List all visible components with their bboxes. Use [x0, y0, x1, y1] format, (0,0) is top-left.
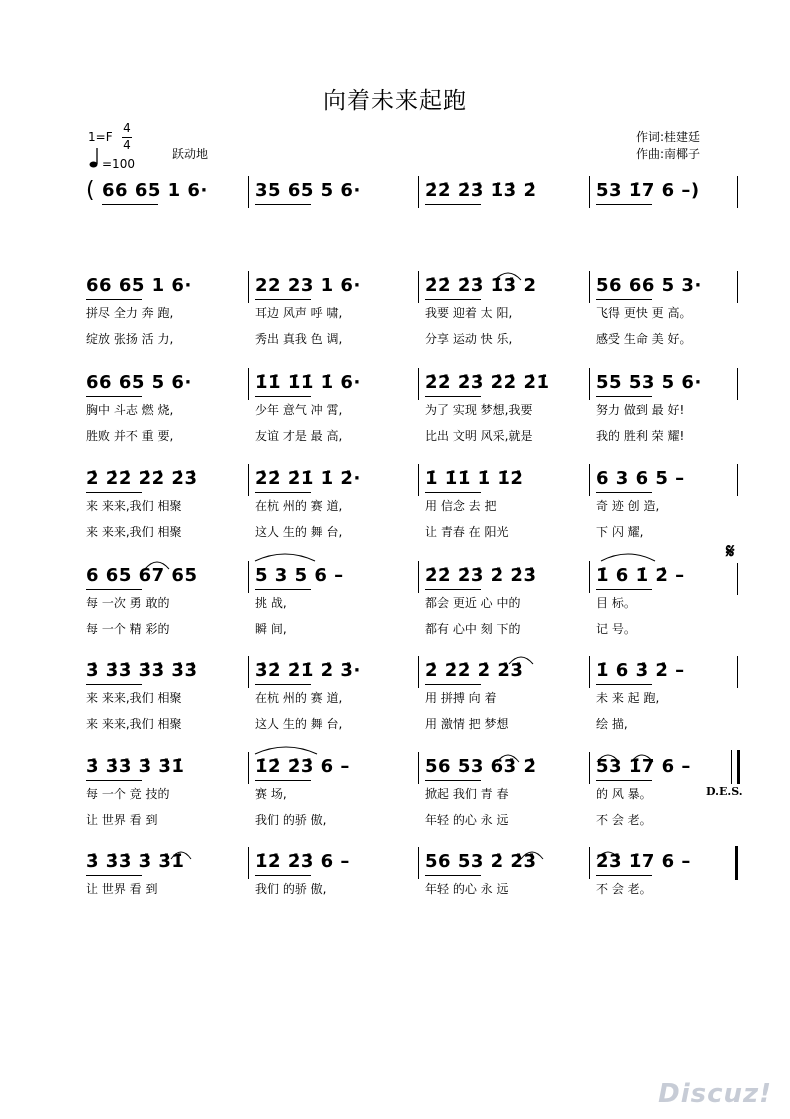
measure-notes: 3̇ 3̇3̇ 3̇3̇ 3̇3̇ [86, 660, 198, 681]
beam-underline [596, 875, 652, 876]
measure-notes: 3̇ 3̇3̇ 3̇ 3̇1̇ [86, 851, 185, 872]
slur [170, 847, 192, 861]
measure-notes: 1̇2̇ 2̇3̇ 6 – [255, 851, 350, 872]
beam-underline [596, 204, 652, 205]
beam-underline [596, 589, 652, 590]
measure-notes: 1̇ 6 1̇ 2̇ – [596, 565, 685, 586]
bar-line [418, 561, 419, 593]
lyric-verse-2: 胜败 并不 重 要, [86, 429, 174, 443]
lyric-verse-2: 比出 文明 风采,就是 [425, 429, 533, 443]
bar-line [589, 464, 590, 496]
composer-credit: 作曲:南椰子 [636, 147, 701, 161]
beam-underline [425, 589, 481, 590]
bar-line [737, 176, 738, 208]
lyric-verse-1: 拼尽 全力 奔 跑, [86, 306, 174, 320]
lyric-verse-1: 年轻 的心 永 远 [425, 882, 509, 896]
beam-underline [86, 875, 142, 876]
measure-notes: 53 1̇7 6 –) [596, 180, 700, 201]
lyric-verse-1: 胸中 斗志 燃 烧, [86, 403, 174, 417]
beam-underline [425, 875, 481, 876]
lyric-verse-1: 每 一个 竞 技的 [86, 787, 170, 801]
song-title: 向着未来起跑 [323, 88, 467, 114]
lyric-verse-1: 的 风 暴。 [596, 787, 652, 801]
lyric-verse-2: 秀出 真我 色 调, [255, 332, 343, 346]
beam-underline [425, 396, 481, 397]
beam-underline [255, 684, 311, 685]
beam-underline [86, 396, 142, 397]
beam-underline [596, 492, 652, 493]
bar-line [248, 656, 249, 688]
bar-line [248, 752, 249, 784]
bar-line [248, 176, 249, 208]
beam-underline [425, 492, 481, 493]
double-bar-line [731, 750, 732, 784]
bar-line [737, 656, 738, 688]
slur [254, 549, 316, 563]
lyric-verse-1: 赛 场, [255, 787, 287, 801]
lyric-verse-1: 来 来来,我们 相聚 [86, 499, 182, 513]
quarter-note-icon [88, 147, 100, 169]
bar-line [589, 561, 590, 593]
lyric-verse-1: 用 信念 去 把 [425, 499, 497, 513]
slur [508, 652, 534, 666]
lyric-verse-1: 为了 实现 梦想,我要 [425, 403, 533, 417]
lyric-verse-2: 瞬 间, [255, 622, 287, 636]
tempo-marking: =100 [102, 157, 135, 171]
slur [600, 549, 656, 563]
lyric-verse-2: 让 青春 在 阳光 [425, 525, 509, 539]
site-watermark: Discuz! [658, 1079, 772, 1109]
measure-notes: 2̇3̇ 1̇7 6 – [596, 851, 691, 872]
measure-notes: 2̇ 2̇2̇ 2̇ 2̇3̇ [425, 660, 524, 681]
measure-notes: 3̇ 3̇3̇ 3̇ 3̇1̇ [86, 756, 185, 777]
segno-sign: 𝄋 [726, 539, 735, 563]
lyric-verse-1: 来 来来,我们 相聚 [86, 691, 182, 705]
lyric-verse-2: 不 会 老。 [596, 813, 652, 827]
measure-notes: 1̇ 1̇1̇ 1̇ 1̇2̇ [425, 468, 524, 489]
slur [596, 750, 620, 764]
lyric-verse-2: 绽放 张扬 活 力, [86, 332, 174, 346]
measure-notes: 35 65 5 6· [255, 180, 361, 201]
time-signature-denominator: 4 [123, 138, 131, 152]
beam-underline [425, 780, 481, 781]
beam-underline [86, 589, 142, 590]
measure-notes: 2̇ 2̇2̇ 2̇2̇ 2̇3̇ [86, 468, 198, 489]
beam-underline [596, 780, 652, 781]
bar-line [589, 752, 590, 784]
lyric-verse-1: 飞得 更快 更 高。 [596, 306, 692, 320]
measure-notes: 2̇2̇ 2̇1̇ 1̇ 2̇· [255, 468, 361, 489]
beam-underline [255, 589, 311, 590]
bar-line [418, 271, 419, 303]
slur [254, 742, 318, 756]
bar-line [589, 656, 590, 688]
bar-line [589, 368, 590, 400]
lyric-verse-2: 都有 心中 刻 下的 [425, 622, 521, 636]
lyric-verse-1: 在杭 州的 赛 道, [255, 499, 343, 513]
bar-line [737, 563, 738, 595]
measure-notes: 56 53 2̇ 2̇3̇ [425, 851, 537, 872]
des-marking: D.E.S. [706, 785, 743, 798]
measure-notes: 53 1̇7 6 – [596, 756, 691, 777]
expression-marking: 跃动地 [172, 147, 209, 161]
beam-underline [425, 684, 481, 685]
lyric-verse-2: 记 号。 [596, 622, 636, 636]
beam-underline [596, 299, 652, 300]
bar-line [248, 847, 249, 879]
lyric-verse-2: 绘 描, [596, 717, 628, 731]
beam-underline [255, 299, 311, 300]
lyric-verse-1: 每 一次 勇 敢的 [86, 596, 170, 610]
beam-underline [102, 204, 158, 205]
double-bar-line [737, 750, 740, 784]
lyric-verse-2: 友谊 才是 最 高, [255, 429, 343, 443]
beam-underline [255, 396, 311, 397]
bar-line [737, 464, 738, 496]
measure-notes: 2̇2̇ 2̇3̇ 1̇3̇ 2 [425, 275, 537, 296]
lyric-verse-2: 来 来来,我们 相聚 [86, 525, 182, 539]
lyric-verse-2: 用 激情 把 梦想 [425, 717, 509, 731]
key-signature: 1=F [88, 130, 113, 144]
bar-line [589, 271, 590, 303]
beam-underline [86, 492, 142, 493]
bar-line [589, 847, 590, 879]
bar-line [248, 464, 249, 496]
beam-underline [596, 684, 652, 685]
lyric-verse-2: 我们 的骄 傲, [255, 813, 327, 827]
lyric-verse-2: 分享 运动 快 乐, [425, 332, 513, 346]
lyric-verse-2: 让 世界 看 到 [86, 813, 158, 827]
lyric-verse-1: 让 世界 看 到 [86, 882, 158, 896]
beam-underline [255, 780, 311, 781]
measure-notes: 3̇2̇ 2̇1̇ 2̇ 3̇· [255, 660, 361, 681]
slur [144, 557, 170, 571]
lyric-verse-1: 用 拼搏 向 着 [425, 691, 497, 705]
measure-notes: 6 3 6 5 – [596, 468, 685, 489]
bar-line [248, 271, 249, 303]
measure-notes: 66 65 5 6· [86, 372, 192, 393]
lyric-verse-2: 这人 生的 舞 台, [255, 717, 343, 731]
beam-underline [596, 396, 652, 397]
beam-underline [425, 204, 481, 205]
measure-notes: 66 65 1 6· [102, 180, 208, 201]
lyric-verse-2: 来 来来,我们 相聚 [86, 717, 182, 731]
bar-line [248, 561, 249, 593]
bar-line [418, 368, 419, 400]
beam-underline [255, 875, 311, 876]
lyric-verse-2: 我的 胜利 荣 耀! [596, 429, 685, 443]
measure-notes: 55 53 5 6· [596, 372, 702, 393]
lyric-verse-1: 少年 意气 冲 霄, [255, 403, 343, 417]
lyric-verse-1: 掀起 我们 青 春 [425, 787, 509, 801]
lyric-verse-1: 在杭 州的 赛 道, [255, 691, 343, 705]
beam-underline [86, 684, 142, 685]
lyricist-credit: 作词:桂建廷 [636, 130, 701, 144]
lyric-verse-1: 我要 迎着 太 阳, [425, 306, 513, 320]
lyric-verse-1: 耳边 风声 呼 啸, [255, 306, 343, 320]
lyric-verse-2: 下 闪 耀, [596, 525, 644, 539]
bar-line [418, 847, 419, 879]
beam-underline [425, 299, 481, 300]
measure-notes: 1̇2̇ 2̇3̇ 6 – [255, 756, 350, 777]
measure-notes: 6 65 67 65 [86, 565, 198, 586]
bar-line [589, 176, 590, 208]
lyric-verse-1: 都会 更近 心 中的 [425, 596, 521, 610]
bar-line [418, 464, 419, 496]
lyric-verse-1: 不 会 老。 [596, 882, 652, 896]
lyric-verse-1: 目 标。 [596, 596, 636, 610]
lyric-verse-1: 努力 做到 最 好! [596, 403, 685, 417]
slur [630, 750, 654, 764]
measure-notes: 1̇1̇ 1̇1̇ 1̇ 6· [255, 372, 361, 393]
measure-notes: 2̇2̇ 2̇3̇ 2̇2̇ 2̇1̇ [425, 372, 550, 393]
slur [596, 847, 620, 861]
measure-notes: 2̇2̇ 2̇3̇ 1̇3̇ 2̇ [425, 180, 537, 201]
measure-notes: 1̇ 6 3̇ 2̇ – [596, 660, 685, 681]
bar-line [418, 752, 419, 784]
lyric-verse-2: 这人 生的 舞 台, [255, 525, 343, 539]
beam-underline [255, 204, 311, 205]
measure-notes: 2̇2̇ 2̇3̇ 2̇ 2̇3̇ [425, 565, 537, 586]
repeat-paren-open: ( [86, 178, 95, 203]
lyric-verse-1: 未 来 起 跑, [596, 691, 660, 705]
measure-notes: 5 3 5 6 – [255, 565, 344, 586]
lyric-verse-1: 挑 战, [255, 596, 287, 610]
beam-underline [86, 299, 142, 300]
bar-line [737, 271, 738, 303]
slur [520, 847, 544, 861]
measure-notes: 22 23 1 6· [255, 275, 361, 296]
lyric-verse-1: 我们 的骄 傲, [255, 882, 327, 896]
slur [496, 750, 520, 764]
bar-line [418, 656, 419, 688]
measure-notes: 56 66 5 3· [596, 275, 702, 296]
measure-notes: 66 65 1 6· [86, 275, 192, 296]
lyric-verse-1: 奇 迹 创 造, [596, 499, 660, 513]
final-bar-line [735, 846, 738, 880]
bar-line [737, 368, 738, 400]
beam-underline [255, 492, 311, 493]
lyric-verse-2: 感受 生命 美 好。 [596, 332, 692, 346]
time-signature-numerator: 4 [123, 121, 131, 135]
bar-line [418, 176, 419, 208]
bar-line [248, 368, 249, 400]
beam-underline [86, 780, 142, 781]
lyric-verse-2: 每 一个 精 彩的 [86, 622, 170, 636]
slur [494, 268, 522, 282]
measure-notes: 56 53 63̇ 2̇ [425, 756, 537, 777]
lyric-verse-2: 年轻 的心 永 远 [425, 813, 509, 827]
